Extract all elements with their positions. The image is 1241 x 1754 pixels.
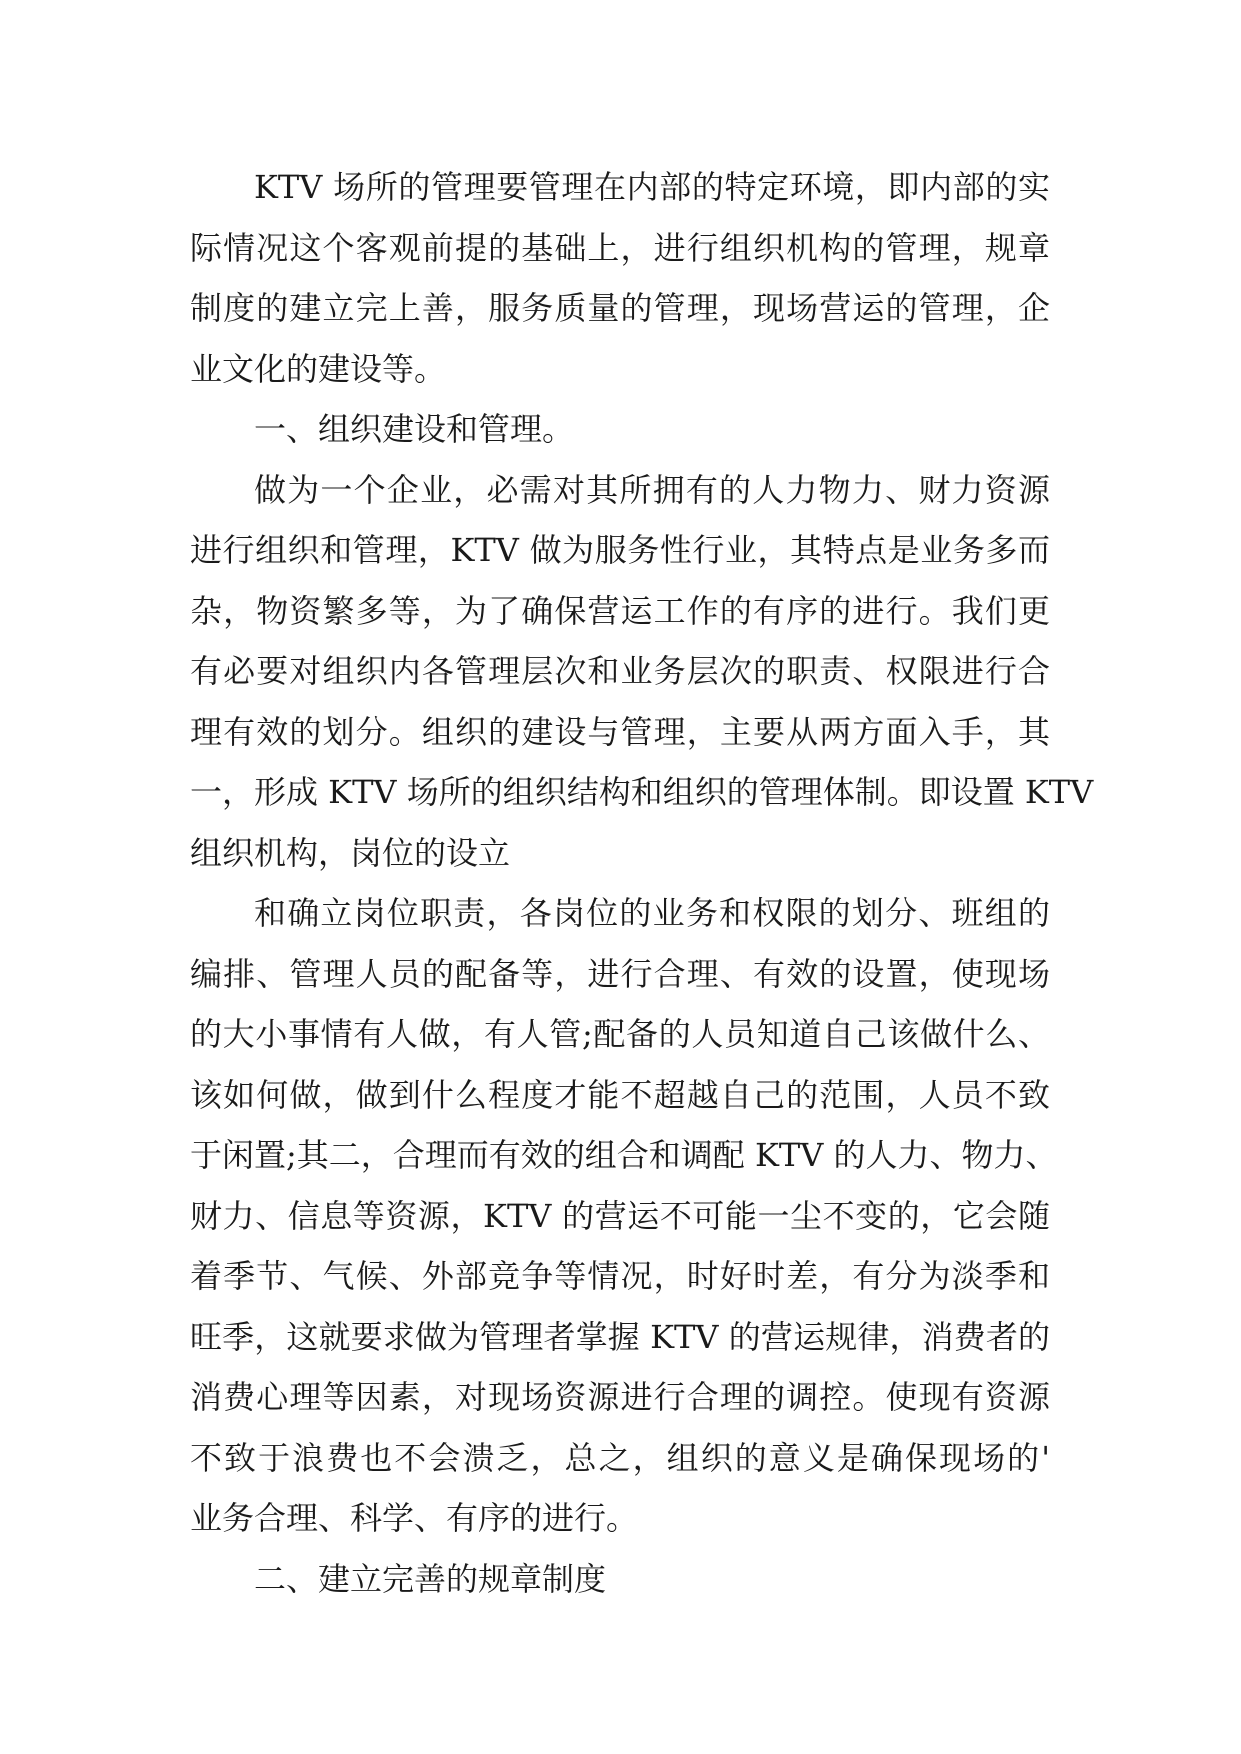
paragraph-3-line-1: 和确立岗位职责，各岗位的业务和权限的划分、班组的 <box>254 894 1050 932</box>
paragraph-2-line-7: 组织机构，岗位的设立 <box>190 833 511 872</box>
paragraph-2-line-2: 进行组织和管理，KTV 做为服务性行业，其特点是业务多而 <box>190 531 1050 569</box>
paragraph-3-line-6: 财力、信息等资源，KTV 的营运不可能一尘不变的，它会随 <box>190 1196 1050 1235</box>
paragraph-3-line-9: 消费心理等因素，对现场资源进行合理的调控。使现有资源 <box>190 1378 1050 1416</box>
section-heading-2: 二、建立完善的规章制度 <box>254 1559 607 1598</box>
section-heading-1: 一、组织建设和管理。 <box>254 410 575 448</box>
paragraph-3-line-4: 该如何做，做到什么程度才能不超越自己的范围，人员不致 <box>190 1075 1050 1114</box>
paragraph-2-line-1: 做为一个企业，必需对其所拥有的人力物力、财力资源 <box>254 470 1050 509</box>
paragraph-1-line-1: KTV 场所的管理要管理在内部的特定环境，即内部的实 <box>254 168 1050 206</box>
paragraph-3-line-2: 编排、管理人员的配备等，进行合理、有效的设置，使现场 <box>190 954 1050 993</box>
paragraph-1-line-4: 业文化的建设等。 <box>190 349 447 388</box>
paragraph-2-line-5: 理有效的划分。组织的建设与管理，主要从两方面入手，其 <box>190 712 1050 751</box>
paragraph-1-line-3: 制度的建立完上善，服务质量的管理，现场营运的管理，企 <box>190 289 1050 327</box>
paragraph-3-line-10: 不致于浪费也不会溃乏，总之，组织的意义是确保现场的' <box>190 1438 1050 1477</box>
paragraph-2-line-3: 杂，物资繁多等，为了确保营运工作的有序的进行。我们更 <box>190 591 1050 630</box>
paragraph-2-line-6: 一，形成 KTV 场所的组织结构和组织的管理体制。即设置 KTV <box>190 773 1094 811</box>
paragraph-3-line-7: 着季节、气候、外部竞争等情况，时好时差，有分为淡季和 <box>190 1257 1050 1295</box>
paragraph-3-line-3: 的大小事情有人做，有人管;配备的人员知道自己该做什么、 <box>190 1015 1050 1053</box>
document-body <box>190 157 1094 1609</box>
paragraph-1-line-2: 际情况这个客观前提的基础上，进行组织机构的管理，规章 <box>190 228 1050 267</box>
paragraph-2-line-4: 有必要对组织内各管理层次和业务层次的职责、权限进行合 <box>190 652 1050 690</box>
paragraph-3-line-8: 旺季，这就要求做为管理者掌握 KTV 的营运规律，消费者的 <box>190 1317 1050 1356</box>
paragraph-3-line-5: 于闲置;其二，合理而有效的组合和调配 KTV 的人力、物力、 <box>190 1136 1058 1174</box>
paragraph-3-line-11: 业务合理、科学、有序的进行。 <box>190 1499 639 1537</box>
